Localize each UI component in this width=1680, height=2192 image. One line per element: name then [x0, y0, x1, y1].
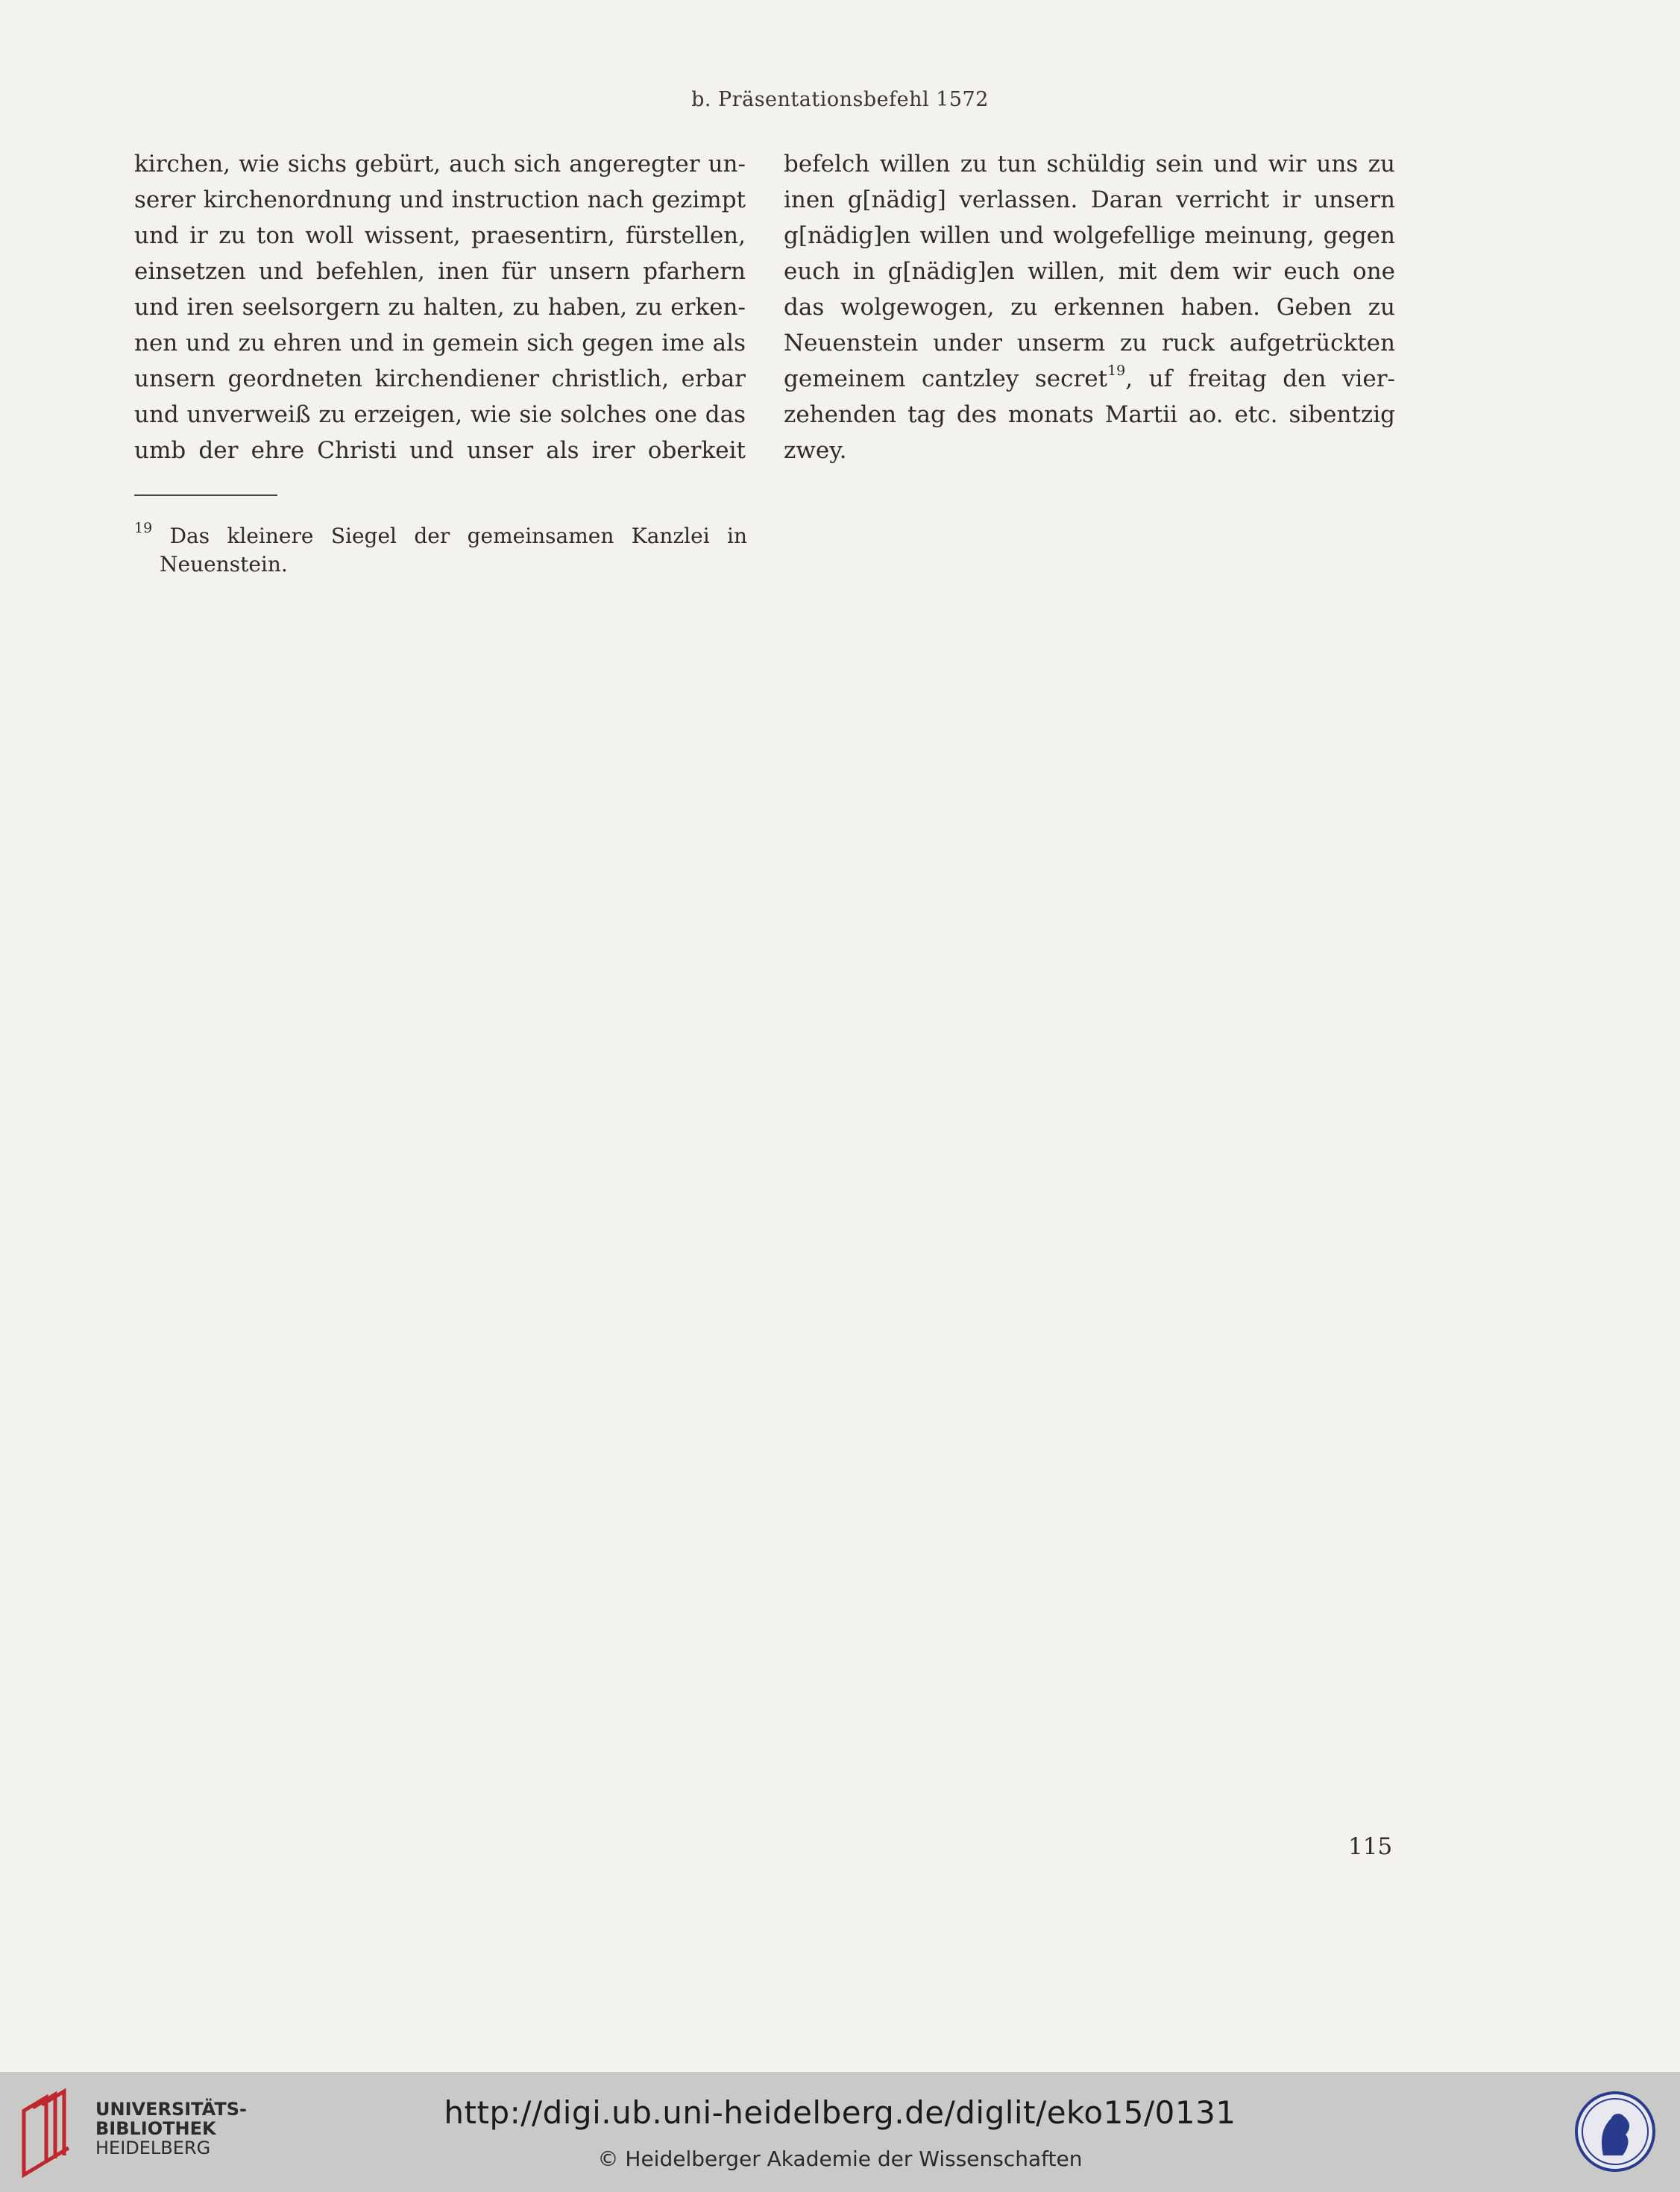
footnote [134, 519, 748, 579]
text-line: inen g[nädig] verlassen. Daran verricht ir unsern [784, 186, 1395, 213]
library-name-line: BIBLIOTHEK [95, 2118, 216, 2139]
text-line: euch in g[nädig]en willen, mit dem wir euch one [784, 258, 1395, 285]
footnote-line: Neuenstein. [160, 552, 288, 577]
text-line: umb der ehre Christi und unser als irer oberkeit [134, 437, 746, 464]
permalink-url[interactable]: http://digi.ub.uni-heidelberg.de/diglit/eko15/0131 [444, 2094, 1236, 2131]
text-line: zwey. [784, 437, 847, 464]
footnote-reference: 19 [1107, 362, 1126, 379]
text-line-with-footnote [784, 361, 1395, 397]
page-number: 115 [1348, 1833, 1393, 1860]
text-line: serer kirchenordnung und instruction nach gezimpt [134, 186, 746, 213]
library-name-line: UNIVERSITÄTS- [95, 2099, 248, 2120]
footnote-text: Das kleinere Siegel der gemeinsamen Kanzlei in [169, 524, 748, 548]
footnote-marker: 19 [134, 519, 153, 536]
text-line: unsern geordneten kirchendiener christlich, erbar [134, 365, 746, 392]
text-line: das wolgewogen, zu erkennen haben. Geben zu [784, 294, 1395, 321]
library-name-line: HEIDELBERG [95, 2138, 211, 2158]
footnote-rule [134, 494, 277, 496]
footnote-line [134, 519, 748, 550]
running-head: b. Präsentationsbefehl 1572 [691, 88, 989, 111]
text-line: Neuenstein under unserm zu ruck aufgetrückten [784, 330, 1395, 357]
text-line: einsetzen und befehlen, inen für unsern pfarhern [134, 258, 746, 285]
text-segment: , uf freitag den vier- [1125, 365, 1395, 392]
left-column [134, 146, 746, 468]
academy-seal-icon [1573, 2090, 1657, 2173]
text-line: zehenden tag des monats Martii ao. etc. sibentzig [784, 401, 1395, 428]
text-line: kirchen, wie sichs gebürt, auch sich angeregter un- [134, 151, 746, 178]
right-column [784, 146, 1395, 468]
text-line: g[nädig]en willen und wolgefellige meinung, gegen [784, 222, 1395, 249]
viewer-footer [0, 2072, 1680, 2192]
text-line: befelch willen zu tun schüldig sein und wir uns zu [784, 151, 1395, 178]
text-segment: gemeinem cantzley secret [784, 365, 1108, 392]
text-line: und iren seelsorgern zu halten, zu haben, zu erken- [134, 294, 746, 321]
copyright-notice: © Heidelberger Akademie der Wissenschaften [597, 2147, 1083, 2171]
text-line: und ir zu ton woll wissent, praesentirn, fürstellen, [134, 222, 746, 249]
text-line: und unverweiß zu erzeigen, wie sie solches one das [134, 401, 746, 428]
text-line: nen und zu ehren und in gemein sich gegen ime als [134, 330, 746, 357]
